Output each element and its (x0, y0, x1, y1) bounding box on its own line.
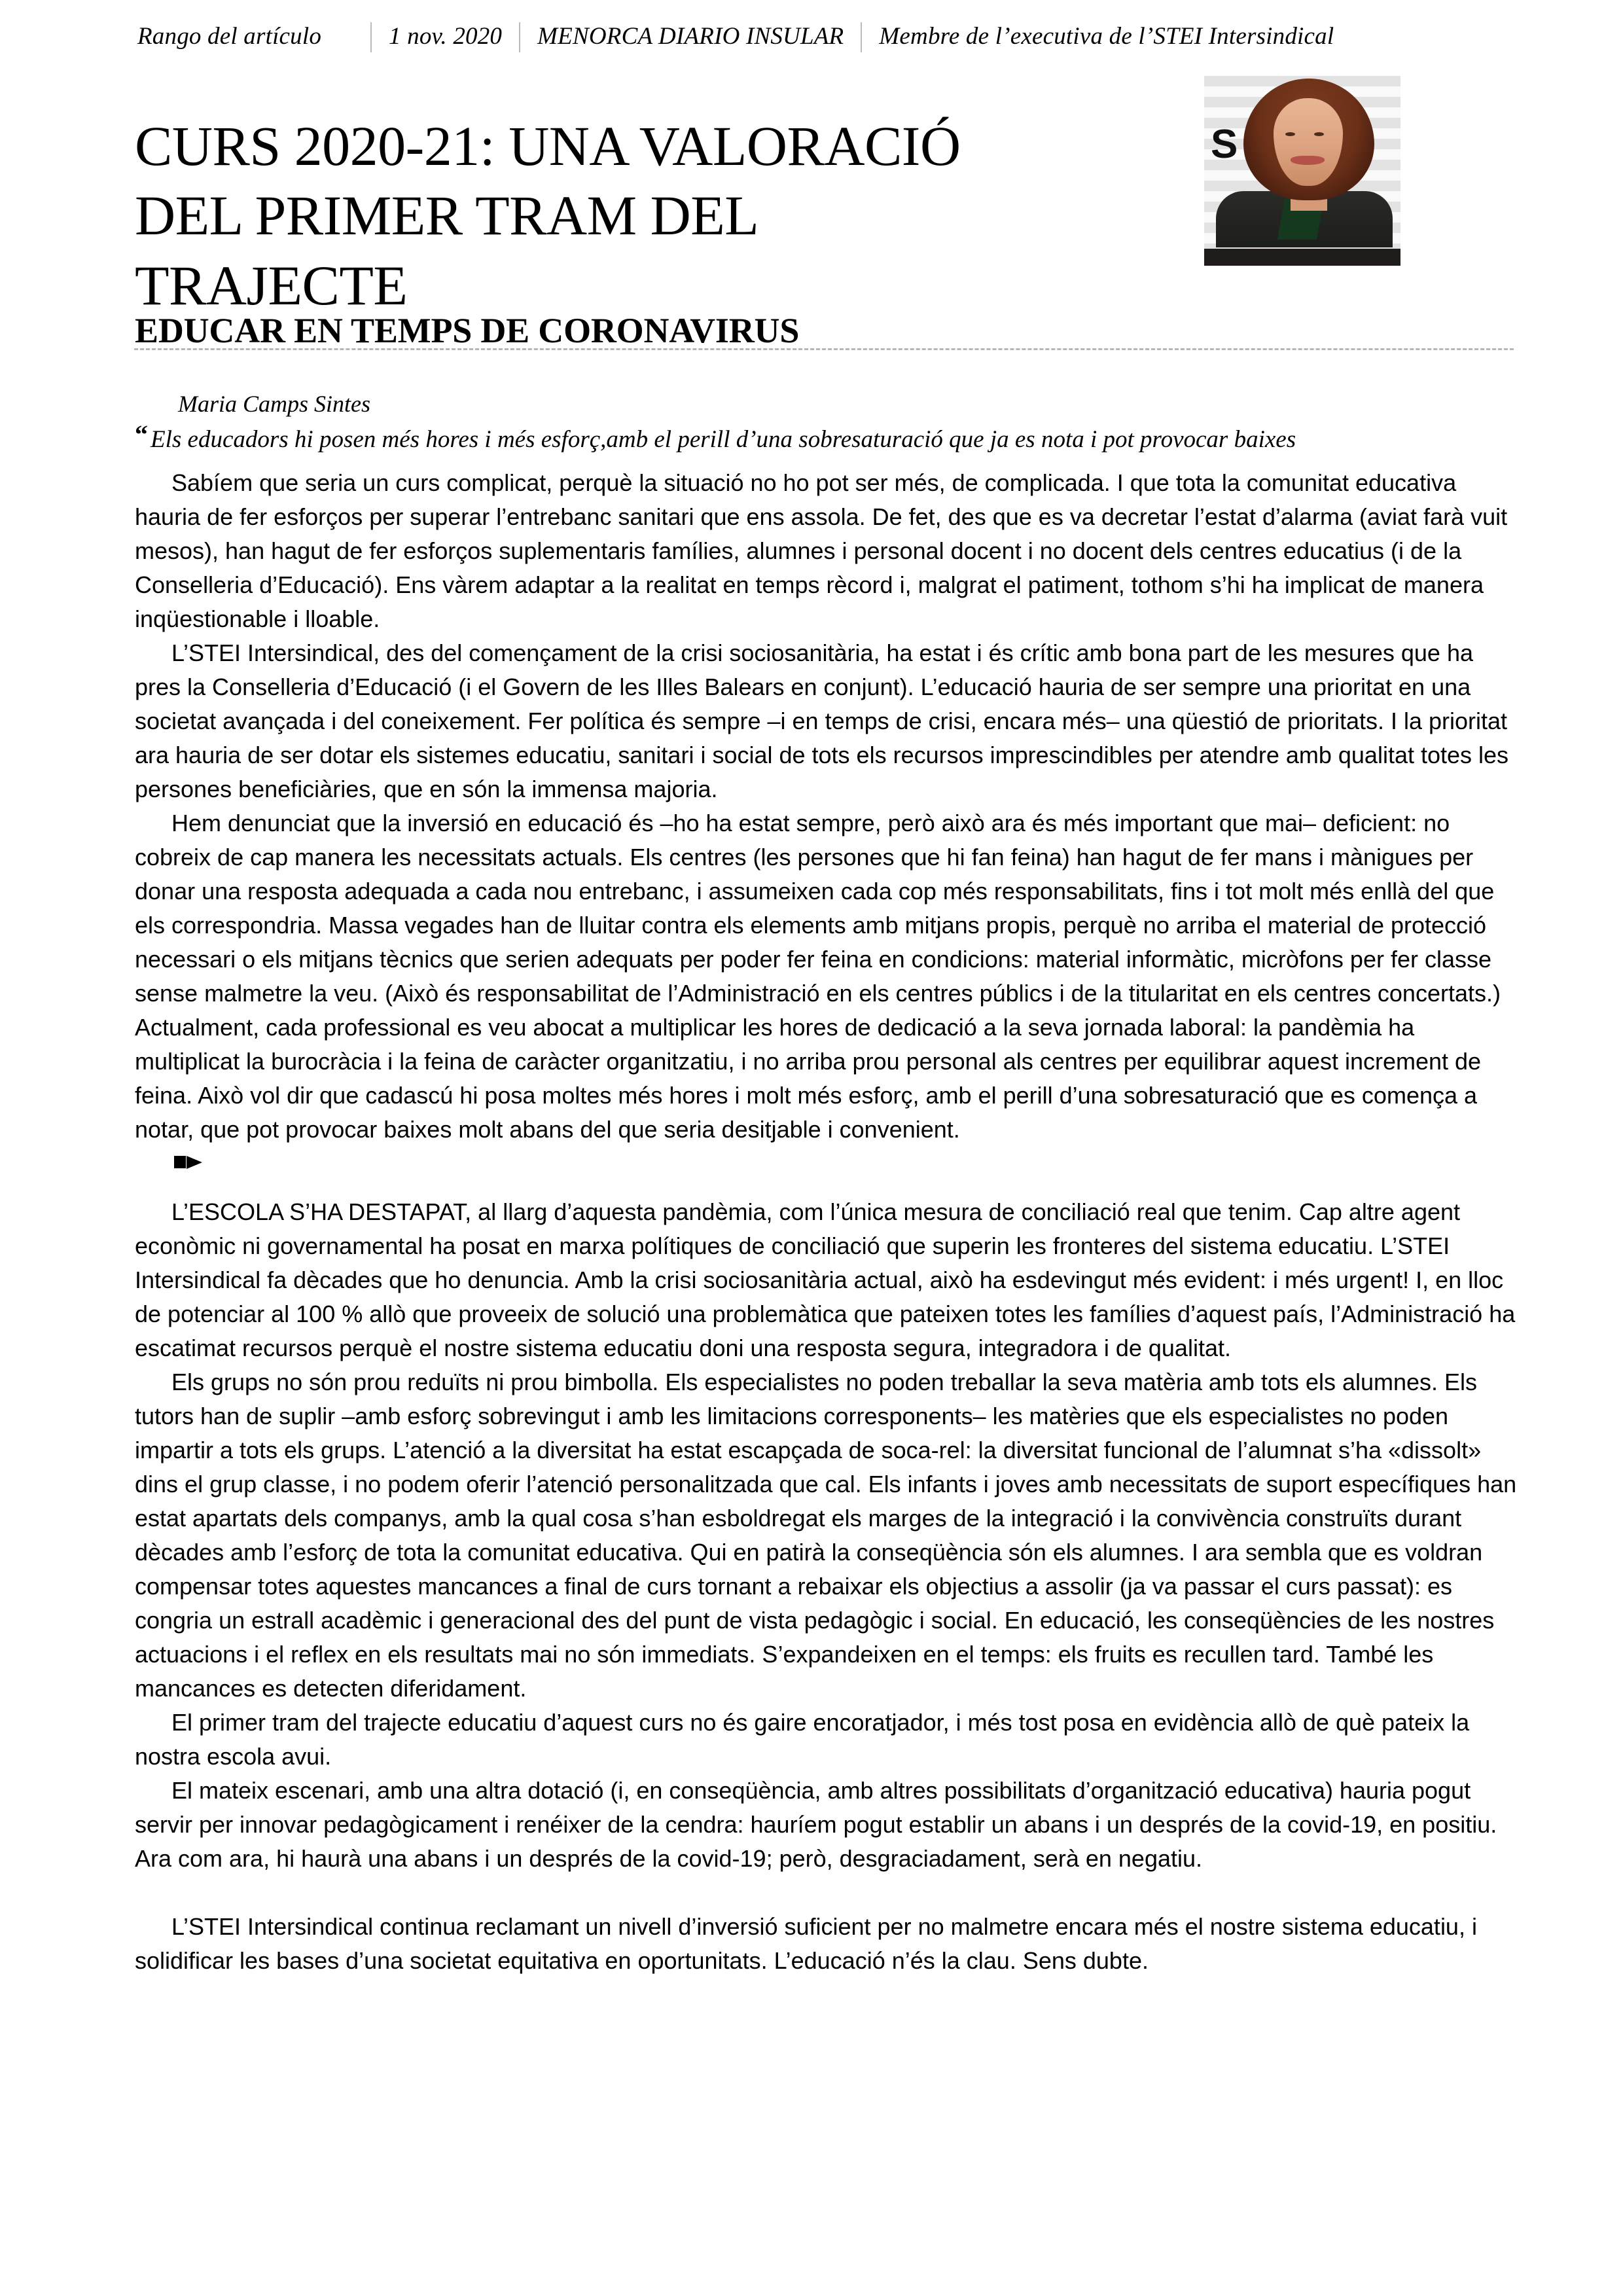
headline-line-2: DEL PRIMER TRAM DEL (135, 184, 759, 247)
body-paragraph: El mateix escenari, amb una altra dotació (i, en conseqüència, amb altres possibilitats d’organització educativa) hauria pogut servir per innovar pedagògicament i renéixer de la cendra: hauríem pogut establir un abans i un després de la covid-19, en positiu. Ara com ara, hi haurà una abans i un després de la covid-19; però, desgraciadament, serà en negatiu. (135, 1777, 1497, 1872)
marker-nib (187, 1156, 202, 1169)
masthead-date: 1 nov. 2020 (389, 23, 503, 50)
body-paragraph: L’STEI Intersindical continua reclamant un nivell d’inversió suficient per no malmetre encara més el nostre sistema educatiu, i solidificar les bases d’una societat equitativa en oportunitats. L’educació n’és la clau. Sens dubte. (135, 1913, 1477, 1974)
quote-mark-icon: “ (135, 420, 148, 449)
article-body (135, 466, 1517, 1978)
body-paragraph: Hem denunciat que la inversió en educació és –ho ha estat sempre, però això ara és més important que mai– deficient: no cobreix de cap manera les necessitats actuals. Els centres (les persones que hi fan feina) han hagut de fer mans i mànigues per donar una resposta adequada a cada nou entrebanc, i assumeixen cada cop més responsabilitats, fins i tot molt més enllà del que els correspondria. Massa vegades han de lluitar contra els elements amb mitjans propis, perquè no arriba el material de protecció necessari o els mitjans tècnics que serien adequats per poder fer feina en condicions: material informàtic, micròfons per fer classe sense malmetre la veu. (Això és responsabilitat de l’Administració en els centres públics i de la titularitat en els centres concertats.) Actualment, cada professional es veu abocat a multiplicar les hores de dedicació a la seva jornada laboral: la pandèmia ha multiplicat la burocràcia i la feina de caràcter organitzatiu, i no arriba prou personal als centres per equilibrar aquest increment de feina. Això vol dir que cadascú hi posa moltes més hores i molt més esforç, amb el perill d’una sobresaturació que es comença a notar, que pot provocar baixes molt abans del que seria desitjable i convenient. (135, 810, 1501, 1143)
photo-desk (1204, 249, 1400, 266)
photo-backdrop-letter: S (1211, 122, 1238, 167)
masthead-source: MENORCA DIARIO INSULAR (537, 23, 844, 50)
body-paragraph: L’STEI Intersindical, des del començament de la crisi sociosanitària, ha estat i és crític amb bona part de les mesures que ha pres la Conselleria d’Educació (i el Govern de les Illes Balears en conjunt). L’educació hauria de ser sempre una prioritat en una societat avançada i del coneixement. Fer política és sempre –i en temps de crisi, encara més– una qüestió de prioritats. I la prioritat ara hauria de ser dotar els sistemes educatiu, sanitari i social de tots els recursos imprescindibles per atendre amb qualitat totes les persones beneficiàries, que en són la immensa majoria. (135, 639, 1509, 802)
body-paragraph: Sabíem que seria un curs complicat, perquè la situació no ho pot ser més, de complicada. I que tota la comunitat educativa hauria de fer esforços per superar l’entrebanc sanitari que ens assola. De fet, des que es va decretar l’estat d’alarma (aviat farà vuit mesos), han hagut de fer esforços suplementaris famílies, alumnes i personal docent i no docent dels centres educatius (i de la Conselleria d’Educació). Ens vàrem adaptar a la realitat en temps rècord i, malgrat el patiment, tothom s’hi ha implicat de manera inqüestionable i lloable. (135, 469, 1508, 632)
horizontal-divider (134, 348, 1514, 350)
author-portrait-photo (1204, 76, 1400, 266)
subtitle: EDUCAR EN TEMPS DE CORONAVIRUS (135, 310, 800, 350)
headline-line-3: TRAJECTE (135, 253, 408, 317)
body-paragraph: El primer tram del trajecte educatiu d’aquest curs no és gaire encoratjador, i més tost posa en evidència allò de què pateix la nostra escola avui. (135, 1709, 1470, 1770)
pull-quote-text: Els educadors hi posen més hores i més esforç,amb el perill d’una sobresaturació que ja es nota i pot provocar baixes (151, 426, 1296, 453)
byline-author: Maria Camps Sintes (178, 391, 371, 417)
masthead-rango: Rango del artículo (137, 23, 322, 50)
masthead (137, 22, 1518, 52)
body-paragraph: Els grups no són prou reduïts ni prou bimbolla. Els especialistes no poden treballar la seva matèria amb tots els alumnes. Els tutors han de suplir –amb esforç sobrevingut i amb les limitacions corresponents– les matèries que els especialistes no poden impartir a tots els grups. L’atenció a la diversitat ha estat escapçada de soca-rel: la diversitat funcional de l’alumnat s’ha «dissolt» dins el grup classe, i no podem oferir l’atenció personalitzada que cal. Els infants i joves amb necessitats de suport específiques han estat apartats dels companys, amb la qual cosa s’han esboldregat els marges de la integració i la convivència construïts durant dècades amb l’esforç de tota la comunitat educativa. Qui en patirà la conseqüència són els alumnes. I ara sembla que es voldran compensar totes aquestes mancances a final de curs tornant a rebaixar els objectius a assolir (ja va passar el curs passat): es congria un estrall acadèmic i generacional des del punt de vista pedagògic i social. En educació, les conseqüències de les nostres actuacions i el reflex en els resultats mai no són immediats. S’expandeixen en el temps: els fruits es recullen tard. També les mancances es detecten diferidament. (135, 1369, 1517, 1702)
marker-square (174, 1156, 186, 1168)
headline-line-1: CURS 2020-21: UNA VALORACIÓ (135, 114, 961, 177)
masthead-author-role: Membre de l’executiva de l’STEI Intersindical (879, 23, 1334, 50)
photo-eye-left (1285, 132, 1295, 136)
body-paragraph: L’ESCOLA S’HA DESTAPAT, al llarg d’aquesta pandèmia, com l’única mesura de conciliació real que tenim. Cap altre agent econòmic ni governamental ha posat en marxa polítiques de conciliació que superin les fronteres del sistema educatiu. L’STEI Intersindical fa dècades que ho denuncia. Amb la crisi sociosanitària actual, això ha esdevingut més evident: i més urgent! I, en lloc de potenciar al 100 % allò que proveeix de solució una problemàtica que pateixen totes les famílies d’aquest país, l’Administració ha escatimat recursos perquè el nostre sistema educatiu doni una resposta segura, integradora i de qualitat. (135, 1198, 1516, 1361)
section-break-marker-icon (174, 1155, 204, 1169)
page-title (135, 111, 1182, 321)
photo-mouth (1291, 156, 1325, 165)
pull-quote (135, 419, 1516, 454)
photo-head (1243, 79, 1374, 219)
photo-eye-right (1314, 132, 1324, 136)
